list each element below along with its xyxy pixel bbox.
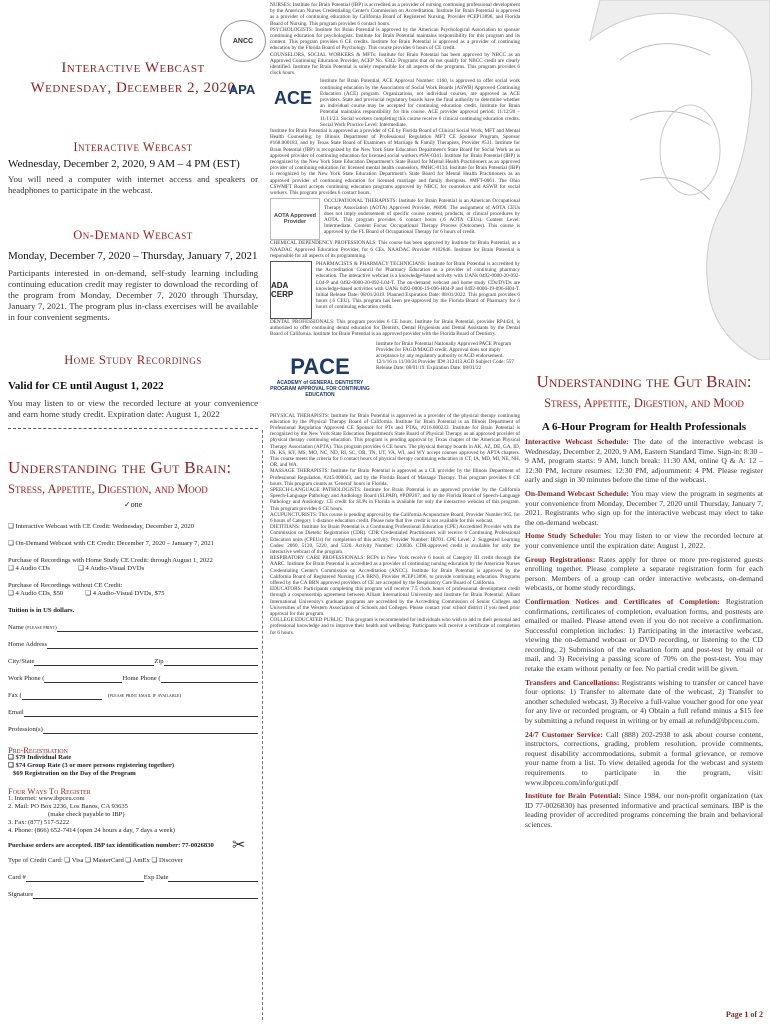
zip-field[interactable] — [164, 658, 258, 666]
card-field[interactable] — [26, 874, 144, 882]
accreditation-column — [228, 2, 520, 636]
pharmacists-text: PHARMACISTS & PHARMACY TECHNICIANS: Institute for Brain Potential is accredited by the Accreditation Council for Pharmacy Education as a provider of continuing pharmacy education. The interactive webcast is a knowledge-based activity with UANs 0492-0000-20-092-L04-P and 0492-0000-20-092-L04-T. The on-demand webcast and home study CDs/DVDs are knowledge-based activities with UANs 0492-0000-19-096-H04-P and 0492-0000-19-096-H04-T. Initial Release Date: 08/01/2019. Planned Expiration Date: 08/01/2022. This program provides 6 hours (.6 CEU). This program has been pre-approved by the Florida Board of Pharmacy for 6 hours of continuing education credit. — [316, 260, 520, 311]
purchase-no-credit-label: Purchase of Recordings without CE Credit: — [8, 582, 123, 589]
pace-text: Institute for Brain Potential Nationally Approved PACE Program Provider for FAGD/MAGD credit. Approval does not imply acceptance by any regulatory authority or AGD endorsement. 12/1/16 to 11/30/24 Provider ID# 312413 AGD Subject Code: 557 Release Date: 08/01/19. Expiration Date: 08/01/22 — [376, 340, 514, 372]
ace-logo-icon: ACE — [273, 87, 312, 108]
info-paragraph — [525, 437, 763, 485]
cut-line — [262, 430, 263, 1020]
option-audio-cds-no-credit[interactable]: ❑ 4 Audio CDs, $50 — [8, 590, 64, 597]
preregistration-heading: Pre-Registration — [8, 745, 68, 755]
option-interactive-webcast[interactable]: ❑ Interactive Webcast with CE Credit: Wednesday, December 2, 2020 — [8, 523, 194, 530]
info-paragraph-text: Rates apply for three or more pre-registered guests enrolling together. Please complete a separate registration form for each person. Members of a group can order interactive webcasts, on-demand webcasts, or home study recordings. — [525, 554, 763, 593]
city-label: City/State — [8, 658, 35, 665]
interactive-section-heading: Interactive Webcast — [73, 140, 193, 154]
home-phone-label: Home Phone ( — [122, 675, 161, 682]
ondemand-text: Participants interested in on-demand, self-study learning including continuing education credit may register to download the recording of the program from Monday, December 7, 2020 through Thursday, January 7, 2021. The program plus in-class exercises will be available in four convenient segments. — [8, 268, 258, 322]
option-dvds-no-credit[interactable]: ❑ 4 Audio-Visual DVDs, $75 — [85, 590, 165, 597]
interactive-text: You will need a computer with internet access and speakers or headphones to participate in the webcast. — [8, 174, 258, 195]
register-internet: 1. Internet: www.ibpceu.com — [8, 795, 85, 802]
register-mail-note: (make check payable to IBP) — [48, 811, 125, 818]
college-public-text: COLLEGE EDUCATED PUBLIC: This program is recommended for individuals who wish to add to their personal and professional knowledge and to improve their health and wellbeing. Participants will receive a certificate of completion for 6 hours. — [270, 617, 520, 636]
work-phone-field[interactable] — [44, 675, 122, 683]
zip-label: Zip — [154, 658, 164, 665]
interactive-title-line1: Interactive Webcast — [61, 60, 205, 76]
fax-label: Fax ( — [8, 692, 22, 699]
program-title-line2: Stress, Appetite, Digestion, and Mood — [544, 396, 744, 410]
homestudy-text: You may listen to or view the recorded lecture at your convenience and earn home study credit. Expiration date: August 1, 2022 — [8, 398, 258, 419]
info-paragraph-text: Registration confirmations, certificates of completion, evaluation forms, and posttests are emailed or mailed. Please attend even if you do not receive a confirmation. Successful completion includes: 1) Participating in the interactive webcast, viewing the on-demand webcast or DVD recording, or listening to the CD recording, 2) Submission of the evaluation form and post-test by email or mail, and 3) Receiving a passing score of 70% on the post-test. You may retake the exam without penalty or fee. No partial credit will be given. — [525, 596, 763, 674]
scissors-icon: ✂ — [232, 837, 246, 854]
info-paragraph — [525, 531, 763, 550]
homestudy-section-heading: Home Study Recordings — [64, 353, 202, 367]
info-paragraph-text: You may view the program in segments at your convenience from Monday, December 7, 2020 until Thursday, January 7, 2021. Registrants who sign up for the interactive webcast may elect to take the on-demand webcast. — [525, 488, 763, 527]
info-paragraph-text: Call (888) 202-2938 to ask about course content, instructors, corrections, grading, problem resolution, provide comments, request disability accommodations, submit a formal grievance, or remove your name from a list. To view detailed agenda for the webcast and system requirements to participate in the program, visit: www.ibpceu.com/info/guti.pdf — [525, 729, 763, 787]
respiratory-care-text: RESPIRATORY CARE PROFESSIONALS: RCPs in New York receive 6 hours of Category III credit through the AARC. Institute for Brain Potential is accredited as a provider of continuing nursing education by the American Nurses Credentialing Center's Commission on Accreditation (ANCC). Institute for Brain Potential is approved by the California Board of Registered Nursing (CA BRN), Provider #CEP13896, to provide continuing education. Programs offered by the CA BRN approved providers of CE are accepted by the Respiratory Care Board of California. — [270, 555, 520, 586]
info-paragraph-heading: Transfers and Cancellations: — [525, 677, 620, 687]
ada-cerp-logo-icon: ADA CERP — [270, 261, 312, 319]
info-paragraph — [525, 791, 763, 829]
option-ondemand-webcast[interactable]: ❑ On-Demand Webcast with CE Credit: December 7, 2020 – January 7, 2021 — [8, 540, 214, 547]
check-one-label: ✓one — [123, 500, 143, 509]
info-paragraph-heading: On-Demand Webcast Schedule: — [525, 488, 629, 498]
info-paragraph-heading: Institute for Brain Potential: — [525, 791, 621, 801]
purchase-orders-note: Purchase orders are accepted. IBP tax identification number: 77-0026830 — [8, 842, 214, 849]
aota-logo-icon: AOTA Approved Provider — [270, 198, 320, 240]
rate-individual[interactable]: ❑ $79 Individual Rate — [8, 754, 72, 761]
city-field[interactable] — [34, 658, 154, 666]
profession-field[interactable] — [43, 726, 258, 734]
physical-therapists-text: PHYSICAL THERAPISTS: Institute for Brain Potential is approved as a provider of the physical therapy continuing education by the Physical Therapy Board of California. Institute for Brain Potential is an Illinois Department of Professional Regulation Approved CE Sponsor for PTs and PTAs, #216.000233. Institute for Brain Potential is recognized by the New York State Education Department's State Board of Physical Therapy as an approved provider of physical therapy continuing education. This program is pending approval by Texas chapter of the American Physical Therapy Association (APTA). This program provides 6 CE hours. The physical therapy boards in AK, AZ, DE, GA, ID, IN, KS, KY, MS, MO, NC, ND, RI, SC, OR, TN, UT, VA, WI, and WY accept courses approved by APTA chapters. This course meets the criteria for 6 contact hours of physical therapy continuing education in CT, IA, MD, MI, NE, NH, OR, and WA. — [270, 412, 520, 469]
info-paragraph — [525, 678, 763, 726]
homestudy-date: Valid for CE until August 1, 2022 — [8, 380, 164, 392]
fax-hint: (please print email if available) — [107, 693, 182, 699]
massage-therapists-text: MASSAGE THERAPISTS: Institute for Brain Potential is approved as a CE provider by the Illinois Department of Professional Regulation, #245.000043, and by the Florida Board of Massage Therapy. This program provides 6 CE hours. This program counts as 'General' hours in Florida. — [270, 468, 520, 487]
fax-field[interactable] — [22, 692, 102, 700]
option-home-audio-visual-dvds[interactable]: ❑ 4 Audio-Visual DVDs — [78, 565, 145, 572]
form-divider — [8, 428, 258, 429]
email-label: Email — [8, 709, 24, 716]
profession-label: Profession(s) — [8, 726, 43, 733]
info-paragraph-text: You may listen to or view the recorded lecture at your convenience until the expiration date: August 1, 2022. — [525, 531, 763, 550]
tuition-note: Tuition is in US dollars. — [8, 607, 75, 614]
interactive-date: Wednesday, December 2, 2020, 9 AM – 4 PM (EST) — [8, 158, 240, 170]
ancc-logo-icon: ANCC — [220, 20, 266, 62]
info-paragraph-heading: Group Registrations: — [525, 554, 596, 564]
info-paragraph-heading: Confirmation Notices and Certificates of Completion: — [525, 596, 720, 606]
purchase-home-study-label: Purchase of Recordings with Home Study CE Credit: through August 1, 2022 — [8, 557, 213, 564]
email-field[interactable] — [24, 709, 258, 717]
address-field[interactable] — [47, 641, 258, 649]
pace-logo-icon: PACE ACADEMY of GENERAL DENTISTRY PROGRAM APPROVAL FOR CONTINUING EDUCATION — [270, 353, 370, 398]
social-workers-text: COUNSELORS, SOCIAL WORKERS & MFTs: Institute for Brain Potential has been approved by NBCC as an Approved Continuing Education Provider, ACEP No. 6342. Programs that do not qualify for NBCC credit are clearly identified. Institute for Brain Potential is solely responsible for all aspects of the programs. This program provides 6 clock hours. — [270, 51, 520, 77]
ondemand-date: Monday, December 7, 2020 – Thursday, January 7, 2021 — [8, 250, 258, 262]
program-subtitle: A 6-Hour Program for Health Professionals — [541, 421, 747, 433]
acupuncturists-text: ACUPUNCTURISTS: This course is pending approval by the California Acupuncture Board, Provider Number 965, for 6 hours of Category 1 distance education credit. Please note that live credit is not available for this webcast. — [270, 511, 520, 524]
exp-label: Exp Date — [143, 874, 169, 881]
chemical-dependency-text: CHEMICAL DEPENDENCY PROFESSIONALS: This course has been approved by Institute for Brain Potential, as a NAADAC Approved Education Provider, for 6 CEs. NAADAC Provider #102646. Institute for Brain Potential is responsible for all aspects of its programming. — [270, 240, 520, 259]
home-phone-field[interactable] — [161, 675, 258, 683]
info-paragraph — [525, 730, 763, 788]
name-field[interactable] — [57, 624, 258, 632]
option-home-audio-cds[interactable]: ❑ 4 Audio CDs — [8, 565, 50, 572]
register-fax: 3. Fax: (877) 517-5222 — [8, 819, 70, 826]
speech-language-text: SPEECH-LANGUAGE PATHOLOGISTS: Institute for Brain Potential is an approved provider by the California Speech-Language Pathology and Audiology Board (SLPAB), #PDP267, and by the Florida Board of Speech-Language Pathology and Audiology. CE credit for SLPs in Florida is available for only the interactive webcast of this program. This program provides 6 CE hours. — [270, 486, 520, 512]
info-paragraph-heading: Interactive Webcast Schedule: — [525, 437, 629, 446]
work-phone-label: Work Phone ( — [8, 675, 45, 682]
apa-logo-icon: APA — [228, 81, 256, 97]
psychologists-text: PSYCHOLOGISTS: Institute for Brain Potential is approved by the American Psychological Association to sponsor continuing education for psychologists. Institute for Brain Potential maintains responsibility for this program and its content. This program provides 6 CE credits. Institute for Brain Potential is approved as a provider of continuing education by the Florida Board of Psychology. This course provides 6 hours of CE credit. — [270, 26, 520, 52]
dental-text: DENTAL PROFESSIONALS: This program provides 6 CE hours. Institute for Brain Potential, provider RP4424, is authorized to offer continuing dental education for Dentists, Dental Hygienists and Dental Assistants by the Dental Board of California. Institute for Brain Potential is an approved provider with the Florida Board of Dentistry. — [270, 318, 520, 338]
info-paragraph — [525, 597, 763, 674]
ways-to-register-heading: Four Ways To Register — [8, 786, 91, 796]
signature-label: Signature — [8, 891, 34, 898]
address-label: Home Address — [8, 641, 48, 648]
info-paragraph — [525, 489, 763, 527]
signature-field[interactable] — [33, 891, 258, 899]
rate-day-of: $69 Registration on the Day of the Program — [13, 770, 136, 777]
card-type-options[interactable]: Type of Credit Card: ❑ Visa ❑ MasterCard ❑ AmEx ❑ Discover — [8, 857, 183, 864]
exp-field[interactable] — [168, 874, 258, 882]
nurses-text: NURSES: Institute for Brain Potential (IBP) is accredited as a provider of nursing continuing professional development by the American Nurses Credentialing Center's Commission on Accreditation. Institute for Brain Potential is approved as a provider of continuing education by California Board of Registered Nursing, Provider #CEP13896, and Florida Board of Nursing. This program provides 6 contact hours. — [270, 2, 520, 27]
info-paragraph-text: The date of the interactive webcast is Wednesday, December 2, 2020, 9 AM, Eastern Standard Time. Sign-in: 8:30 – 9 AM, program starts: 9 AM, lunch break: 11:30 AM, online Q & A: 12 – 12:30 PM, lecture resumes: 12:30 PM, adjournment: 4 PM. Please register early and sign in 30 minutes before the time of the webcast. — [525, 437, 763, 485]
info-paragraph-text: Since 1984, our non-profit organization (tax ID 77-0026830) has presented informative and practical seminars. IBP is the leading provider of accredited programs concerning the brain and behavioral sciences. — [525, 791, 763, 829]
info-paragraph-text: Registrants wishing to transfer or cancel have four options: 1) Transfer to alternate date of the webcast, 2) Transfer to another scheduled webcast, 3) Receive a full-value voucher good for one year for any live or recorded program, or 4) Obtain a full refund minus a $15 fee by submitting a refund request in writing or by email at refund@ibpceu.com. — [525, 677, 763, 726]
name-label: Name — [8, 624, 24, 631]
register-phone: 4. Phone: (866) 652-7414 (open 24 hours a day, 7 days a week) — [8, 827, 175, 834]
educators-text: EDUCATORS: Participants completing this program will receive 7.5 clock hours of professional development credit through a cosponsorship agreement between Alliant International University and Institute for Brain Potential. Alliant International University's graduate programs are accredited by the Accrediting Commission of Senior Colleges and Universities of the Western Association of Schools and Colleges. Please contact your school district if you need prior approval for this program. — [270, 586, 520, 618]
info-paragraph-heading: 24/7 Customer Service: — [525, 729, 603, 739]
ace-text: Institute for Brain Potential, ACE Approval Number: 1160, is approved to offer social work continuing education by the Association of Social Work Boards (ASWB) Approved Continuing Education (ACE) program. Organizations, not individual courses, are approved as ACE providers. State and provincial regulatory boards have the final authority to determine whether an individual course may be accepted for continuing education credit. Institute for Brain Potential maintains responsibility for this course. ACE provider approval period: 11/12/20 – 11/11/23. Social workers completing this course receive 6 clinical continuing education credits. Social Work Practice Level: Intermediate. — [320, 78, 520, 128]
info-paragraph — [525, 555, 763, 593]
ondemand-section-heading: On-Demand Webcast — [73, 228, 193, 242]
program-title-line1: Understanding the Gut Brain: — [536, 372, 752, 391]
register-mail: 2. Mail: PO Box 2236, Los Banos, CA 93635 — [8, 803, 128, 810]
name-hint: (please print) — [25, 625, 57, 631]
card-label: Card # — [8, 874, 26, 881]
state-boards-text: Institute for Brain Potential is approved as a provider of CE by Florida Board of Clinical Social Work, MFT and Mental Health Counseling; by Illinois Department of Professional Regulation MFT CE Sponsor Program, Sponsor #168.000183, and by Texas State Board of Examiners of Marriage & Family Therapists, Provider #531. Institute for Brain Potential (IBP) is recognized by the New York State Education Department's State Board for Social Work as an approved provider of continuing education for licensed social workers #SW-0341. Institute for Brain Potential (IBP) is recognized by the New York State Education Department's State Board for Mental Health Practitioners as an approved provider of continuing education for licensed mental health counselors. #MHC-0134. Institute for Brain Potential (IBP) is recognized by the New York State Education Department's State Board for Mental Health Practitioners as an approved provider of continuing education for licensed marriage and family therapists. #MFT-0061. The Ohio CSWMFT Board accepts continuing education programs approved by NBCC for counselors and ASWB for social workers. This program provides 6 contact hours. — [270, 128, 520, 197]
form-title-line2: Stress, Appetite, Digestion, and Mood — [8, 482, 208, 496]
interactive-title-line2: Wednesday, December 2, 2020 — [30, 80, 236, 96]
page-number: Page 1 of 2 — [725, 1010, 763, 1019]
occupational-therapists-text: OCCUPATIONAL THERAPISTS: Institute for Brain Potential is an American Occupational Therapy Association (AOTA) Approved Provider, #6090. The assignment of AOTA CEUs does not imply endorsement of specific course content, products, or clinical procedures by AOTA. This program provides 6 contact hours (.6 AOTA CEUs). Content Level: Intermediate. Content Focus: Occupational Therapy Process (Outcomes). This course is approved by the FL Board of Occupational Therapy for 6 hours of credit. — [324, 198, 520, 236]
program-info-column — [525, 372, 763, 1019]
rate-group[interactable]: ❑ $74 Group Rate (3 or more persons registering together) — [8, 762, 175, 769]
info-paragraph-heading: Home Study Schedule: — [525, 531, 602, 541]
portrait-illustration — [560, 0, 770, 360]
dietitians-text: DIETITIANS: Institute for Brain Potential is a Continuing Professional Education (CPE) Accredited Provider with the Commission on Dietetic Registration (CDR). CDR Credentialed Practitioners will receive 6 Continuing Professional Education units (CPEUs) for completion of this activity. Provider Number: IB701. CPE Level: 2. Suggested Learning Codes: 2060, 5120, 5220, and 5320. Activity Number: 120836. CDR-approved credit is available for only the interactive webcast of the program. — [270, 524, 520, 555]
form-title-line1: Understanding the Gut Brain: — [8, 458, 232, 477]
